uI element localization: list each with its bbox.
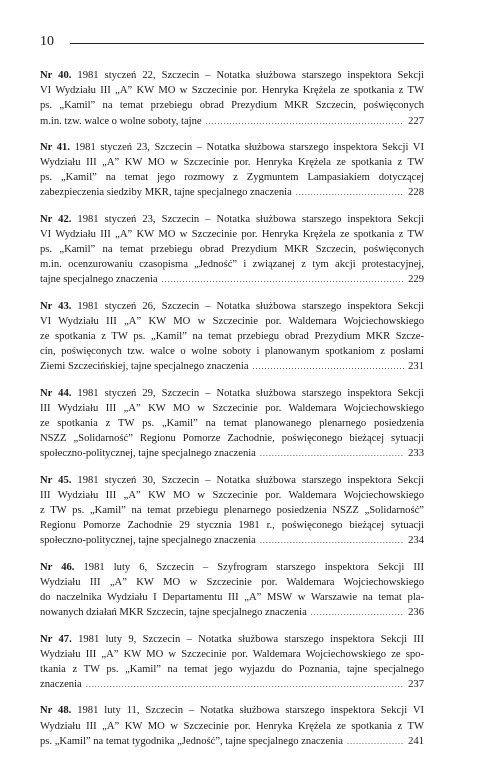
- entry-text: nowanych działań MKR Szczecin, tajne specjalnego znaczenia: [40, 607, 307, 619]
- entry-text: III Wydziału III „A” KW MO w Szczecinie por. Waldemara Wojciechowskiego: [40, 489, 424, 501]
- dot-leader: [296, 185, 404, 200]
- toc-entry: [40, 386, 424, 462]
- entry-last-line: [40, 734, 424, 749]
- entry-line: [40, 703, 424, 718]
- entry-text: społeczno-politycznej, tajne specjalnego znaczenia: [40, 535, 256, 547]
- toc-entry: [40, 140, 424, 201]
- toc-entry: [40, 703, 424, 749]
- entry-line: [40, 98, 424, 113]
- entry-page-number[interactable]: 231: [408, 361, 424, 373]
- entry-text: Ziemi Szczecińskiej, tajne specjalnego znaczenia: [40, 361, 249, 373]
- entry-text: VI Wydziału III „A” KW MO w Szczecinie por. Waldemara Wojciechowskiego: [40, 315, 424, 327]
- entry-page-number[interactable]: 227: [408, 115, 424, 127]
- entry-line: [40, 431, 424, 446]
- entry-text: tajne specjalnego znaczenia: [40, 274, 158, 286]
- dot-leader: [206, 114, 404, 129]
- table-of-contents: [40, 68, 424, 760]
- entry-text: VI Wydziału III „A” KW MO w Szczecinie por. Henryka Krężela ze spotkania z TW: [40, 228, 424, 240]
- entry-last-line: [40, 272, 424, 287]
- entry-page-number[interactable]: 234: [408, 535, 424, 547]
- entry-text: tkania z TW ps. „Kamil” na temat jego wyjazdu do Poznania, tajne specjalnego: [40, 663, 424, 675]
- entry-line: [40, 662, 424, 677]
- entry-line: [40, 314, 424, 329]
- entry-page-number[interactable]: 229: [408, 274, 424, 286]
- entry-line: [40, 416, 424, 431]
- entry-text: ps. „Kamil” na temat przebiegu obrad Prezydium MKR Szczecin, poświęconych: [40, 100, 424, 112]
- entry-text: III Wydziału III „A” KW MO w Szczecinie por. Waldemara Wojciechowskiego: [40, 402, 424, 414]
- entry-number: Nr 48.: [40, 705, 72, 717]
- page-header: [40, 34, 424, 54]
- entry-text: 1981 styczeń 23, Szczecin – Notatka służbowa starszego inspektora Sekcji VI: [74, 141, 424, 153]
- entry-number: Nr 44.: [40, 387, 72, 399]
- entry-text: Wydziału III „A” KW MO w Szczecinie por. Henryka Krężela ze spotkania z TW: [40, 720, 424, 732]
- entry-page-number[interactable]: 228: [408, 187, 424, 199]
- entry-text: 1981 styczeń 30, Szczecin – Notatka służbowa starszego inspektora Sekcji: [77, 474, 425, 486]
- entry-text: 1981 styczeń 26, Szczecin – Notatka służbowa starszego inspektora Sekcji: [77, 300, 425, 312]
- header-rule: [70, 43, 424, 44]
- dot-leader: [311, 605, 404, 620]
- entry-text: do naczelnika Wydziału I Departamentu III „A” MSW w Warszawie na temat pla-: [40, 592, 424, 604]
- entry-text: 1981 styczeń 22, Szczecin – Notatka służbowa starszego inspektora Sekcji: [77, 70, 425, 81]
- entry-line: [40, 590, 424, 605]
- entry-text: z TW ps. „Kamil” na temat przebiegu plenarnego posiedzenia NSZZ „Solidarność”: [40, 505, 424, 517]
- entry-text: 1981 luty 9, Szczecin – Notatka służbowa starszego inspektora Sekcji III: [78, 633, 424, 645]
- entry-text: społeczno-politycznej, tajne specjalnego znaczenia: [40, 448, 256, 460]
- entry-line: [40, 170, 424, 185]
- entry-line: [40, 140, 424, 155]
- entry-line: [40, 68, 424, 83]
- entry-line: [40, 719, 424, 734]
- entry-number: Nr 45.: [40, 474, 72, 486]
- entry-line: [40, 473, 424, 488]
- toc-entry: [40, 68, 424, 129]
- entry-number: Nr 43.: [40, 300, 72, 312]
- dot-leader: [162, 272, 404, 287]
- entry-last-line: [40, 533, 424, 548]
- entry-page-number[interactable]: 236: [408, 607, 424, 619]
- dot-leader: [347, 734, 404, 749]
- entry-line: [40, 560, 424, 575]
- dot-leader: [260, 446, 404, 461]
- entry-text: ps. „Kamil” na temat przebiegu obrad Prezydium MKR Szczecin, poświęconych: [40, 244, 424, 256]
- entry-page-number[interactable]: 237: [408, 679, 424, 691]
- entry-number: Nr 46.: [40, 561, 75, 573]
- entry-text: 1981 luty 11, Szczecin – Notatka służbowa starszego inspektora Sekcji VI: [77, 705, 425, 717]
- toc-entry: [40, 560, 424, 621]
- entry-text: NSZZ „Solidarność” Regionu Pomorze Zachodnie, poświęconego bieżącej sytuacji: [40, 433, 424, 445]
- entry-text: 1981 styczeń 29, Szczecin – Notatka służbowa starszego inspektora Sekcji: [77, 387, 425, 399]
- entry-text: cin, poświęconych tzw. walce o wolne soboty i planowanym spotkaniom z posłami: [40, 346, 424, 358]
- entry-page-number[interactable]: 233: [408, 448, 424, 460]
- entry-text: zabezpieczenia siedziby MKR, tajne specjalnego znaczenia: [40, 187, 292, 199]
- entry-text: Wydziału III „A” KW MO w Szczecinie por. Waldemara Wojciechowskiego: [40, 576, 424, 588]
- entry-number: Nr 41.: [40, 141, 70, 153]
- entry-text: znaczenia: [40, 679, 82, 691]
- entry-text: 1981 luty 6, Szczecin – Szyfrogram starszego inspektora Sekcji III: [83, 561, 424, 573]
- dot-leader: [260, 533, 404, 548]
- dot-leader: [253, 359, 405, 374]
- entry-line: [40, 212, 424, 227]
- entry-line: [40, 386, 424, 401]
- entry-text: m.in. tzw. walce o wolne soboty, tajne: [40, 115, 202, 127]
- toc-entry: [40, 212, 424, 288]
- entry-last-line: [40, 114, 424, 129]
- entry-last-line: [40, 359, 424, 374]
- entry-text: ze spotkania z TW ps. „Kamil” na temat przebiegu obrad Prezydium MKR Szcze-: [40, 331, 424, 343]
- entry-text: ps. „Kamil” na temat tygodnika „Jedność”, tajne specjalnego znaczenia: [40, 735, 343, 747]
- toc-entry: [40, 632, 424, 693]
- entry-line: [40, 344, 424, 359]
- toc-entry: [40, 473, 424, 549]
- entry-text: Wydziału III „A” KW MO w Szczecinie por. Henryka Krężela ze spotkania z TW: [40, 157, 424, 169]
- entry-line: [40, 299, 424, 314]
- entry-line: [40, 632, 424, 647]
- toc-entry: [40, 299, 424, 375]
- entry-number: Nr 42.: [40, 213, 72, 225]
- entry-line: [40, 575, 424, 590]
- entry-text: Regionu Pomorze Zachodnie 29 stycznia 1981 r., poświęconego bieżącej sytuacji: [40, 520, 424, 532]
- entry-line: [40, 503, 424, 518]
- entry-line: [40, 155, 424, 170]
- entry-text: ze spotkania z TW ps. „Kamil” na temat planowanego plenarnego posiedzenia: [40, 418, 424, 430]
- entry-line: [40, 83, 424, 98]
- entry-text: ps. „Kamil” na temat jego rozmowy z Zygmuntem Lampasiakiem dotyczącej: [40, 172, 424, 184]
- entry-text: Wydziału III „A” KW MO w Szczecinie por. Waldemara Wojciechowskiego ze spo-: [40, 648, 424, 660]
- entry-last-line: [40, 446, 424, 461]
- entry-number: Nr 40.: [40, 70, 72, 81]
- entry-line: [40, 647, 424, 662]
- entry-line: [40, 242, 424, 257]
- entry-last-line: [40, 605, 424, 620]
- entry-line: [40, 227, 424, 242]
- entry-line: [40, 329, 424, 344]
- entry-line: [40, 401, 424, 416]
- entry-text: m.in. ocenzurowaniu czasopisma „Jedność” i związanej z tym akcji protestacyjnej,: [40, 259, 424, 271]
- entry-text: 1981 styczeń 23, Szczecin – Notatka służbowa starszego inspektora Sekcji: [77, 213, 425, 225]
- entry-last-line: [40, 185, 424, 200]
- entry-number: Nr 47.: [40, 633, 72, 645]
- entry-line: [40, 488, 424, 503]
- entry-line: [40, 257, 424, 272]
- page-number: 10: [40, 34, 54, 49]
- entry-line: [40, 518, 424, 533]
- entry-text: VI Wydziału III „A” KW MO w Szczecinie por. Henryka Krężela ze spotkania z TW: [40, 85, 424, 97]
- entry-page-number[interactable]: 241: [408, 735, 424, 747]
